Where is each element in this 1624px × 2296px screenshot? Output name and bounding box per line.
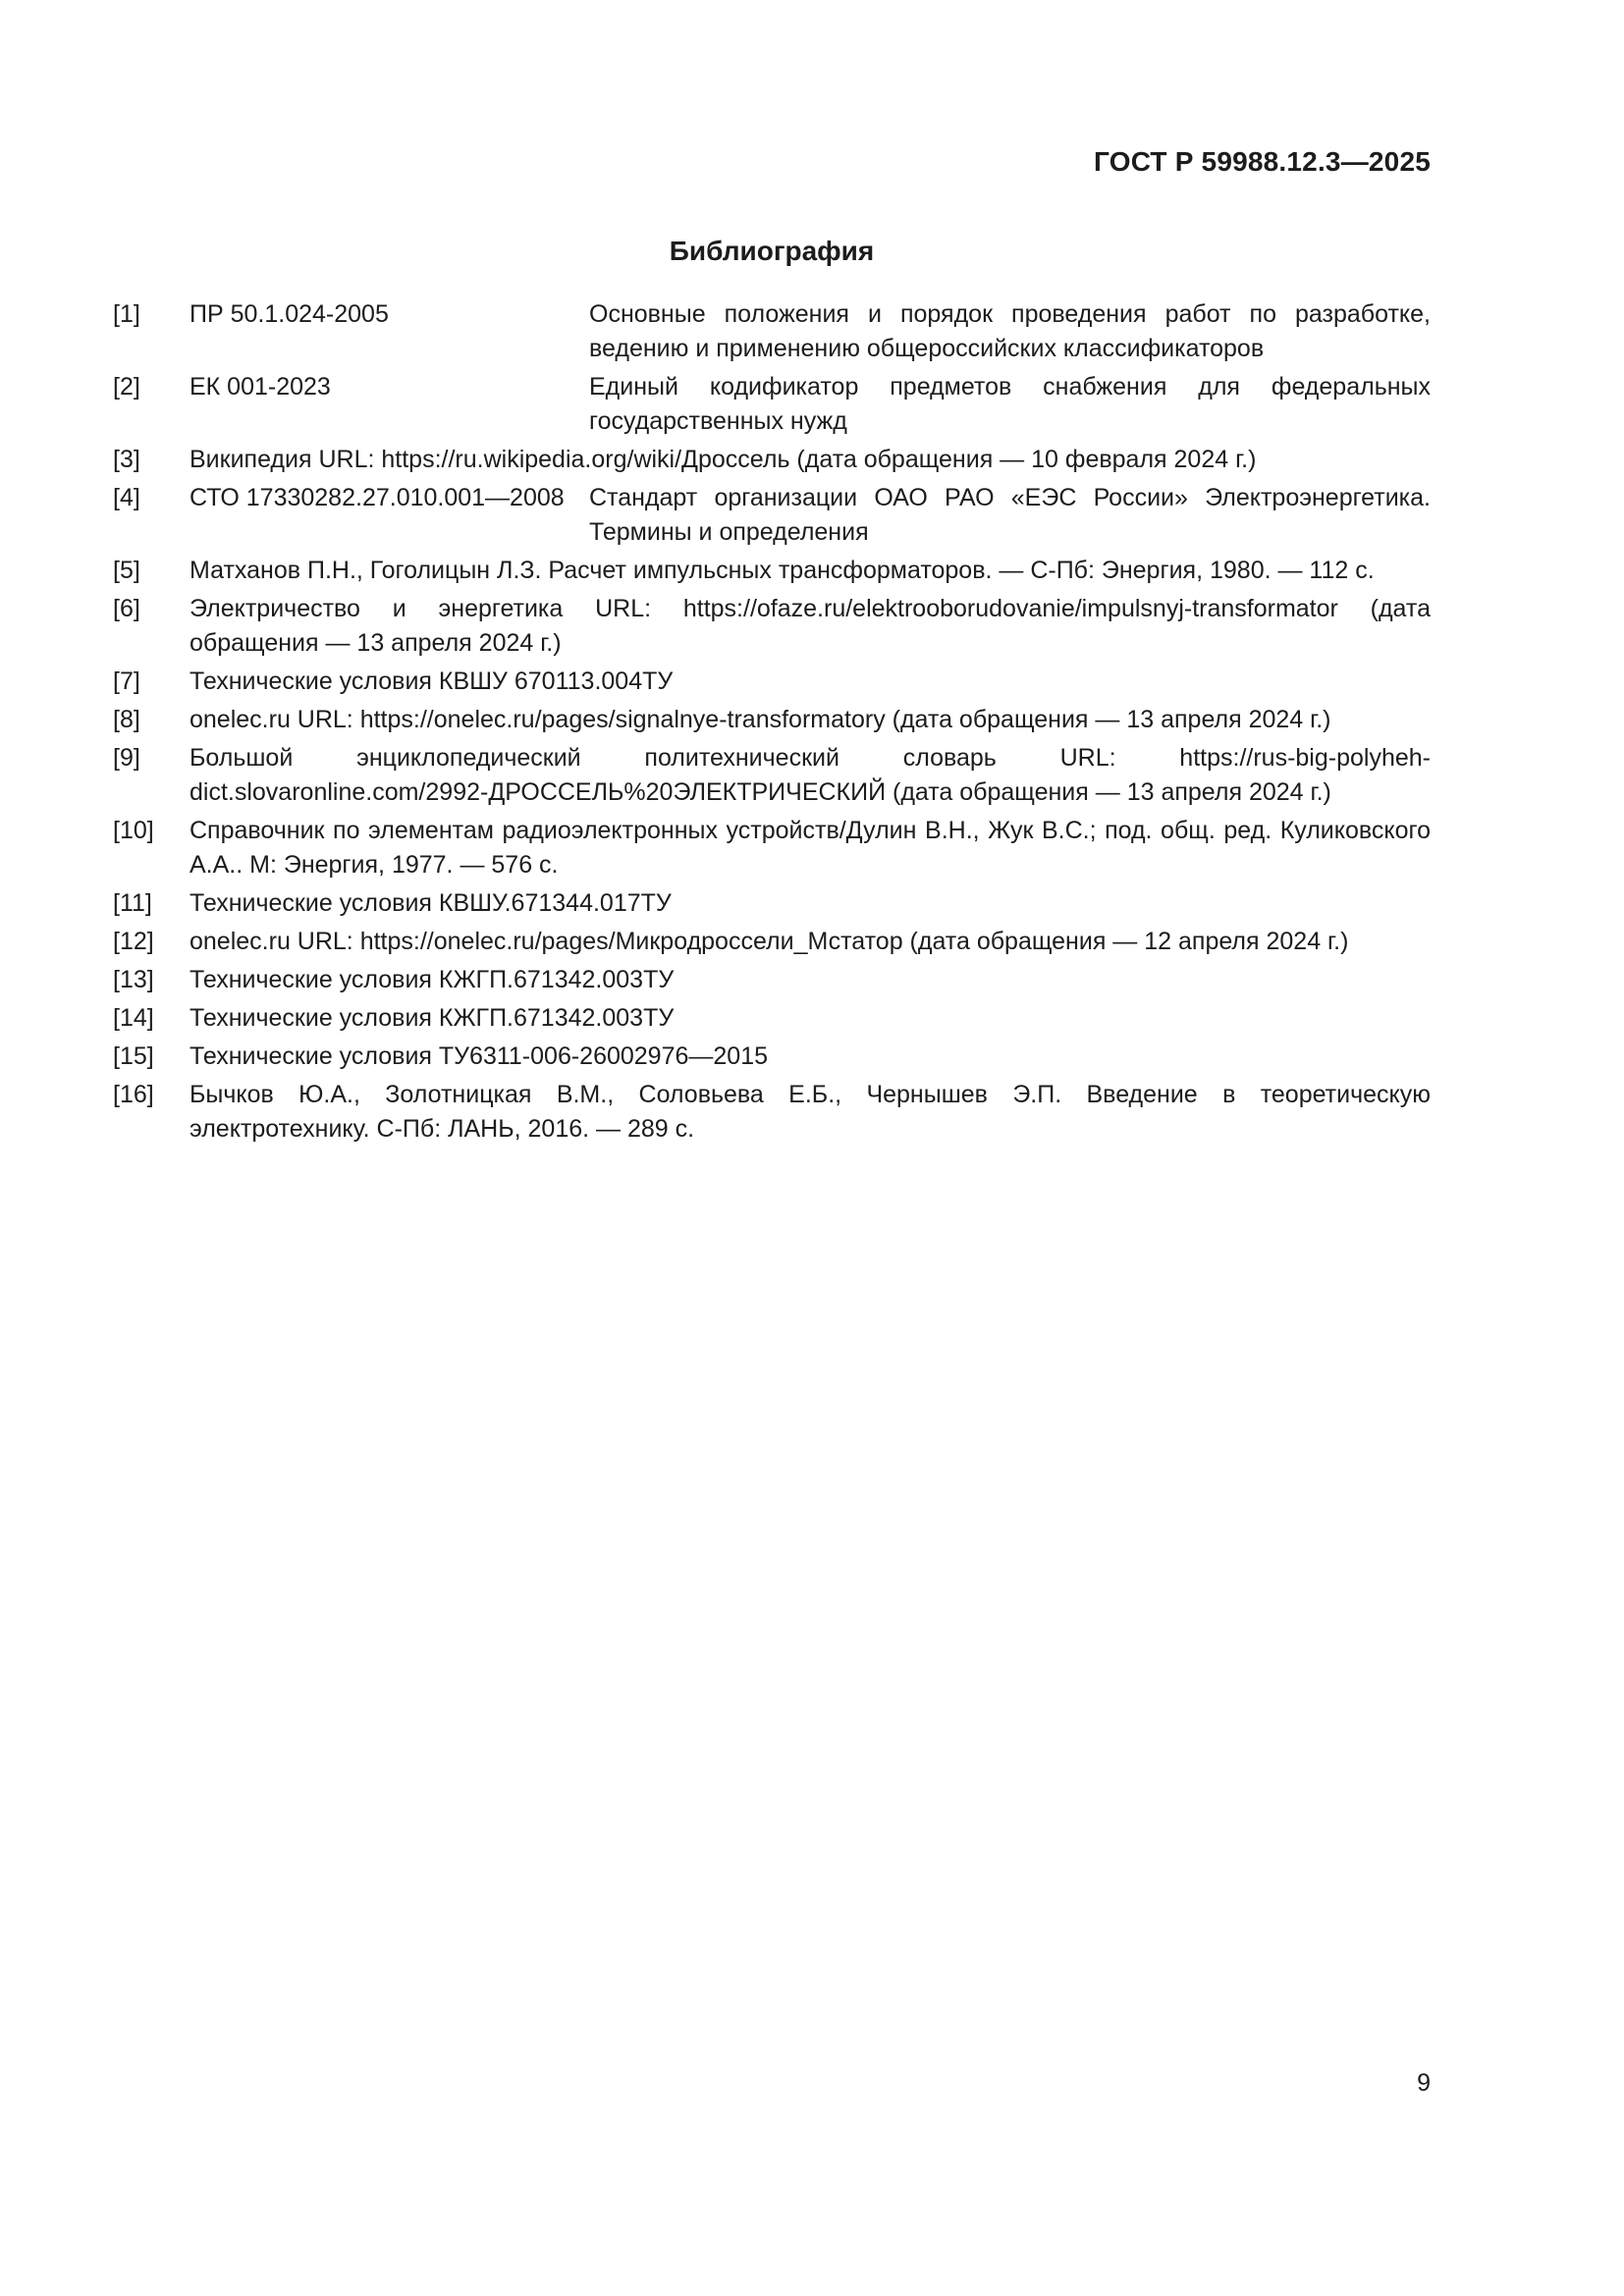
entry-label: ПР 50.1.024-2005 [189, 300, 389, 328]
bib-entry [113, 814, 1431, 882]
entry-text: onelec.ru URL: https://onelec.ru/pages/Микродроссели_Мстатор (дата обращения — 12 апреля 2024 г.) [189, 928, 1349, 955]
entry-body [189, 665, 1431, 699]
entry-body [189, 592, 1431, 661]
entry-text: Технические условия ТУ6311-006-26002976—2015 [189, 1042, 769, 1070]
entry-number: [6] [113, 595, 140, 622]
bib-entry [113, 297, 1431, 366]
entry-text: Справочник по элементам радиоэлектронных устройств/Дулин В.Н., Жук В.С.; под. общ. ред. Куликовского А.А.. М: Энергия, 1977. — 576 с. [189, 817, 1431, 879]
entry-body [189, 554, 1431, 588]
entry-text: Википедия URL: https://ru.wikipedia.org/wiki/Дроссель (дата обращения — 10 февраля 2024 г.) [189, 446, 1257, 473]
bib-entry [113, 592, 1431, 661]
entry-text: Технические условия КЖГП.671342.003ТУ [189, 966, 675, 993]
entry-text: Бычков Ю.А., Золотницкая В.М., Соловьева Е.Б., Чернышев Э.П. Введение в теоретическую электротехнику. С-Пб: ЛАНЬ, 2016. — 289 с. [189, 1081, 1431, 1143]
bib-entry [113, 925, 1431, 959]
bib-entry [113, 554, 1431, 588]
bib-entry [113, 741, 1431, 810]
entry-number: [3] [113, 446, 140, 473]
bib-entry [113, 963, 1431, 997]
entry-body [189, 741, 1431, 810]
entry-body [189, 1040, 1431, 1074]
entry-number: [15] [113, 1042, 154, 1070]
entry-number: [2] [113, 373, 140, 400]
entry-text: Технические условия КЖГП.671342.003ТУ [189, 1004, 675, 1032]
bib-entry [113, 703, 1431, 737]
entry-number: [7] [113, 667, 140, 695]
entry-number: [14] [113, 1004, 154, 1032]
entry-label: ЕК 001-2023 [189, 373, 331, 400]
entry-body [189, 1001, 1431, 1036]
document-header: ГОСТ Р 59988.12.3—2025 [1094, 146, 1431, 177]
entry-body [189, 1078, 1431, 1147]
entry-number: [16] [113, 1081, 154, 1108]
bib-entry [113, 1078, 1431, 1147]
entry-number: [1] [113, 300, 140, 328]
entry-body [189, 481, 1431, 550]
entry-body [189, 370, 1431, 439]
entry-text: Электричество и энергетика URL: https://ofaze.ru/elektrooborudovanie/impulsnyj-transformator (дата обращения — 13 апреля 2024 г.) [189, 595, 1431, 657]
page-title: Библиография [669, 236, 875, 266]
entry-number: [8] [113, 706, 140, 733]
entry-text: Технические условия КВШУ.671344.017ТУ [189, 889, 672, 917]
bib-entry [113, 1001, 1431, 1036]
entry-number: [11] [113, 889, 152, 917]
entry-text: onelec.ru URL: https://onelec.ru/pages/signalnye-transformatory (дата обращения — 13 апреля 2024 г.) [189, 706, 1331, 733]
entry-label: СТО 17330282.27.010.001—2008 [189, 484, 565, 511]
bibliography-list [113, 297, 1431, 1147]
bib-entry [113, 481, 1431, 550]
entry-body [189, 443, 1431, 477]
entry-description: Стандарт организации ОАО РАО «ЕЭС России» Электроэнергетика. Термины и определения [589, 484, 1431, 546]
entry-text: Большой энциклопедический политехнический словарь URL: https://rus-big-polyheh-dict.slovaronline.com/2992-ДРОССЕЛЬ%20ЭЛЕКТРИЧЕСКИЙ (дата обращения — 13 апреля 2024 г.) [189, 744, 1431, 806]
entry-text: Технические условия КВШУ 670113.004ТУ [189, 667, 674, 695]
entry-description: Основные положения и порядок проведения работ по разработке, ведению и применению общероссийских классификаторов [589, 300, 1431, 362]
entry-text: Матханов П.Н., Гоголицын Л.З. Расчет импульсных трансформаторов. — С-Пб: Энергия, 1980. — 112 с. [189, 557, 1375, 584]
entry-number: [13] [113, 966, 154, 993]
page-number: 9 [1417, 2069, 1431, 2097]
bib-entry [113, 443, 1431, 477]
bib-entry [113, 1040, 1431, 1074]
bib-entry [113, 665, 1431, 699]
entry-description: Единый кодификатор предметов снабжения для федеральных государственных нужд [589, 373, 1431, 435]
entry-body [189, 814, 1431, 882]
entry-body [189, 925, 1431, 959]
entry-number: [12] [113, 928, 154, 955]
bib-entry [113, 370, 1431, 439]
entry-number: [9] [113, 744, 140, 772]
entry-number: [5] [113, 557, 140, 584]
entry-number: [10] [113, 817, 154, 844]
entry-body [189, 297, 1431, 366]
entry-body [189, 963, 1431, 997]
entry-body [189, 886, 1431, 921]
entry-number: [4] [113, 484, 140, 511]
bib-entry [113, 886, 1431, 921]
entry-body [189, 703, 1431, 737]
